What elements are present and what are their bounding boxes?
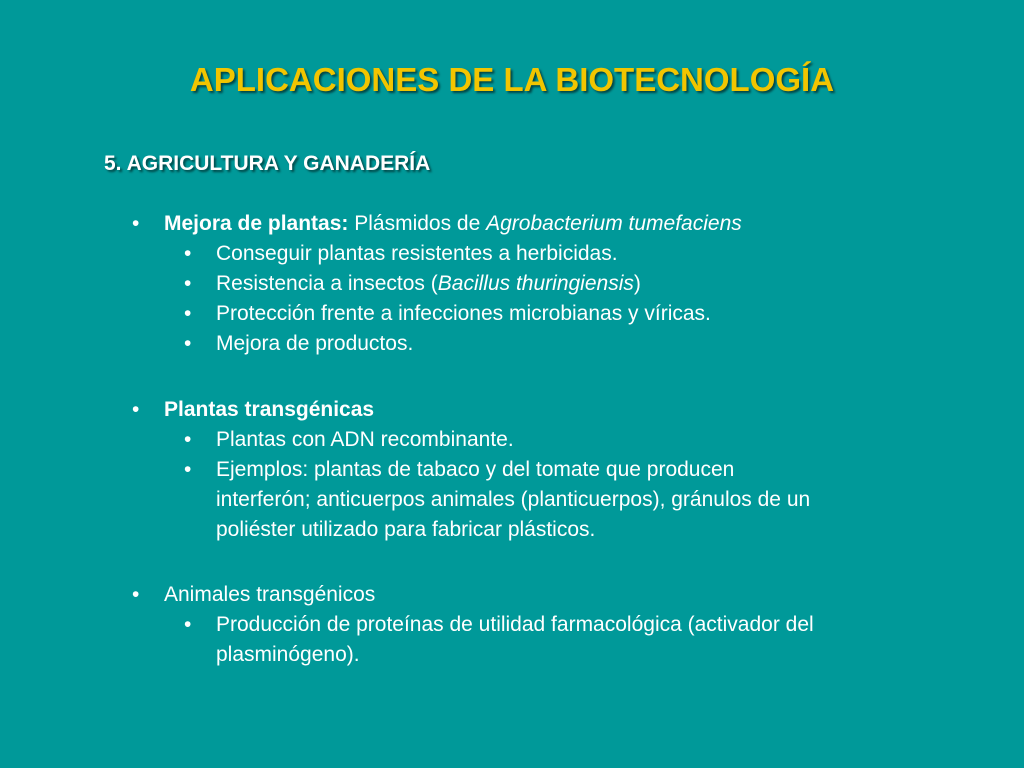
bullet-text: Animales transgénicos [164,583,376,606]
bullet-glyph: • [132,212,140,235]
sub-bullet [132,425,992,455]
sub-bullet-text: Plantas con ADN recombinante. [216,428,514,451]
sub-bullet-continuation [132,515,992,545]
bullet-glyph: • [184,428,192,451]
text-suffix: ) [633,272,641,295]
sub-bullet-text: Producción de proteínas de utilidad farmacológica (activador del [216,613,814,636]
group-plantas-transgenicas [132,395,992,545]
group-animales-transgenicos [132,580,992,670]
lead-rest: Plásmidos de [348,212,487,235]
bullet-glyph: • [184,302,192,325]
section-heading: 5. AGRICULTURA Y GANADERÍA [104,152,431,175]
bullet-text: Plantas transgénicas [164,398,375,421]
bullet-mejora-plantas [132,209,992,239]
sub-bullet-text [216,269,641,299]
bullet-glyph: • [184,272,192,295]
italic-species: Bacillus thuringiensis [437,272,634,295]
bullet-animales-transgenicos [132,580,992,610]
bullet-glyph: • [184,332,192,355]
continuation-text: plasminógeno). [216,643,360,666]
sub-bullet-text: Ejemplos: plantas de tabaco y del tomate que producen [216,458,735,481]
sub-bullet [132,455,992,485]
group-mejora-plantas [132,209,992,359]
bullet-plantas-transgenicas [132,395,992,425]
bullet-glyph: • [184,242,192,265]
sub-bullet-continuation [132,640,992,670]
slide-title: APLICACIONES DE LA BIOTECNOLOGÍA [189,61,835,98]
sub-bullet-text: Mejora de productos. [216,332,414,355]
italic-species: Agrobacterium tumefaciens [486,212,742,235]
sub-bullet [132,269,992,299]
sub-bullet [132,610,992,640]
continuation-text: interferón; anticuerpos animales (planticuerpos), gránulos de un [216,488,811,511]
sub-bullet-continuation [132,485,992,515]
sub-bullet-text: Conseguir plantas resistentes a herbicidas. [216,242,618,265]
bullet-text [164,209,742,239]
bullet-glyph: • [132,398,140,421]
bullet-glyph: • [184,613,192,636]
sub-bullet [132,329,992,359]
text-prefix: Resistencia a insectos ( [216,272,438,295]
bold-lead: Mejora de plantas: [164,212,349,235]
sub-bullet [132,299,992,329]
continuation-text: poliéster utilizado para fabricar plásticos. [216,518,596,541]
sub-bullet-text: Protección frente a infecciones microbianas y víricas. [216,302,711,325]
sub-bullet [132,239,992,269]
bullet-glyph: • [132,583,140,606]
bullet-glyph: • [184,458,192,481]
